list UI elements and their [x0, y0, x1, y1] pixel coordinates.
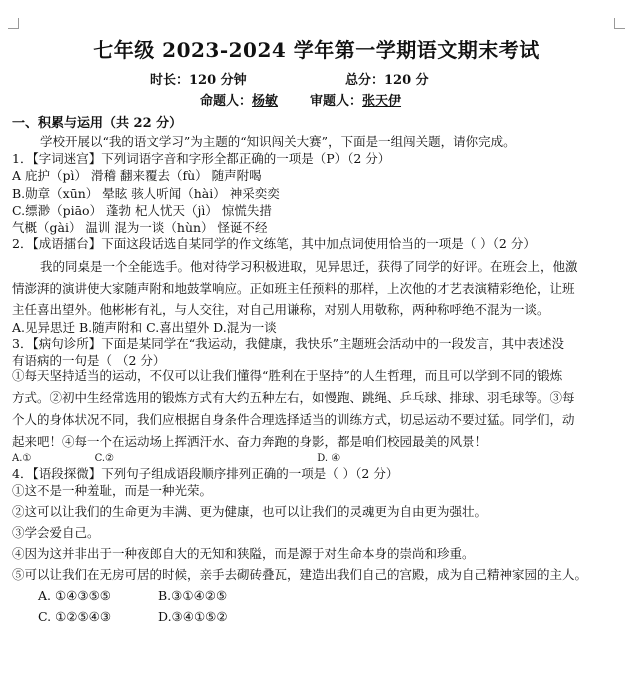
q2-options: A.见异思迁 B.随声附和 C.喜出望外 D.混为一谈 [12, 320, 277, 335]
q3-passage-line1: ①每天坚持适当的运动，不仅可以让我们懂得“胜利在于坚持”的人生哲理，而且可以学到不同的锻炼 [12, 368, 563, 383]
q4-sentence-2: ②这可以让我们的生命更为丰满、更为健康，也可以让我们的灵魂更为自由更为强壮。 [12, 504, 488, 519]
q1-option-b: B.勋章（xūn） 晕眩 骇人听闻（hài） 神采奕奕 [12, 186, 280, 201]
exam-title: 七年级 2023-2024 学年第一学期语文期末考试 [93, 38, 540, 62]
q3-option-c: C.② [94, 453, 115, 464]
author-name: 杨敏 [252, 94, 279, 109]
q4-option-c: C. ①②⑤④③ [38, 609, 112, 624]
q2-passage-line2: 情澎湃的演讲使大家随声附和地鼓掌响应。正如班主任预料的那样，上次他的才艺表演精彩绝伦，让班 [12, 281, 575, 296]
reviewer-label: 审题人： [310, 94, 363, 109]
q4-sentence-4: ④因为这并非出于一种夜郎自大的无知和狭隘，而是源于对生命本身的崇尚和珍重。 [12, 546, 475, 561]
section-heading: 一、积累与运用（共 22 分） [12, 116, 183, 131]
q4-option-b: B.③①④②⑤ [158, 588, 228, 603]
q1-option-d: 气概（gài） 温训 混为一谈（hùn） 怪诞不经 [12, 220, 268, 235]
q4-sentence-3: ③学会爱自己。 [12, 525, 100, 540]
q1-option-a: A 庇护（pì） 滑稽 翻来覆去（fù） 随声附喝 [12, 168, 262, 183]
q3-passage-line3: 个人的身体状况不同，我们应根据自身条件合理选择适当的训练方式，切忌运动不要过猛。同学们，动 [12, 412, 575, 427]
q2-passage-line1: 我的同桌是一个全能选手。他对待学习积极进取，见异思迁，获得了同学的好评。在班会上，他激 [40, 259, 578, 274]
author-label: 命题人： [200, 94, 253, 109]
reviewer-line [310, 90, 401, 109]
q3-stem-line2: 有语病的一句是（ （2 分） [12, 353, 166, 368]
exam-total-score: 总分：120 分 [345, 73, 429, 88]
q4-option-d: D.③④①⑤② [158, 609, 228, 624]
q3-passage-line4: 起来吧！④每一个在运动场上挥洒汗水、奋力奔跑的身影，都是咱们校园最美的风景！ [12, 434, 488, 449]
section-intro: 学校开展以“我的语文学习”为主题的“知识闯关大赛”，下面是一组闯关题，请你完成。 [40, 134, 516, 149]
q4-sentence-1: ①这不是一种羞耻，而是一种光荣。 [12, 483, 213, 498]
q4-option-a: A. ①④③⑤⑤ [38, 588, 112, 603]
author-line [200, 90, 278, 109]
exam-duration: 时长：120 分钟 [150, 73, 247, 88]
q3-passage-line2: 方式。②初中生经常选用的锻炼方式有大约五种左右，如慢跑、跳绳、乒乓球、排球、羽毛球等。③每 [12, 390, 575, 405]
q1-option-c: C.缥渺（piāo） 蓬勃 杞人忧天（jì） 惊慌失措 [12, 203, 272, 218]
q2-stem: 2．【成语擂台】下面这段话选自某同学的作文练笔，其中加点词使用恰当的一项是（ ）（2 分） [12, 236, 536, 251]
q4-sentence-5: ⑤可以让我们在无房可居的时候，亲手去砌砖叠瓦，建造出我们自己的宫殿，成为自己精神家园的主人。 [12, 567, 588, 582]
corner-mark-left [8, 18, 19, 29]
q4-stem: 4．【语段探微】下列句子组成语段顺序排列正确的一项是（ ）（2 分） [12, 466, 399, 481]
q3-option-a: A.① [12, 453, 32, 464]
q3-stem-line1: 3．【病句诊所】下面是某同学在“我运动，我健康，我快乐”主题班会活动中的一段发言，其中表述没 [12, 336, 564, 351]
q1-stem: 1．【字词迷宫】下列词语字音和字形全都正确的一项是（P）（2 分） [12, 151, 391, 166]
q2-passage-line3: 主任喜出望外。他彬彬有礼，与人交往，对自己用谦称，对别人用敬称，两种称呼绝不混为一谈。 [12, 302, 550, 317]
reviewer-name: 张天伊 [362, 94, 402, 109]
q3-option-d: D. ④ [317, 453, 341, 464]
corner-mark-right [614, 18, 625, 29]
q3-options [12, 451, 340, 467]
